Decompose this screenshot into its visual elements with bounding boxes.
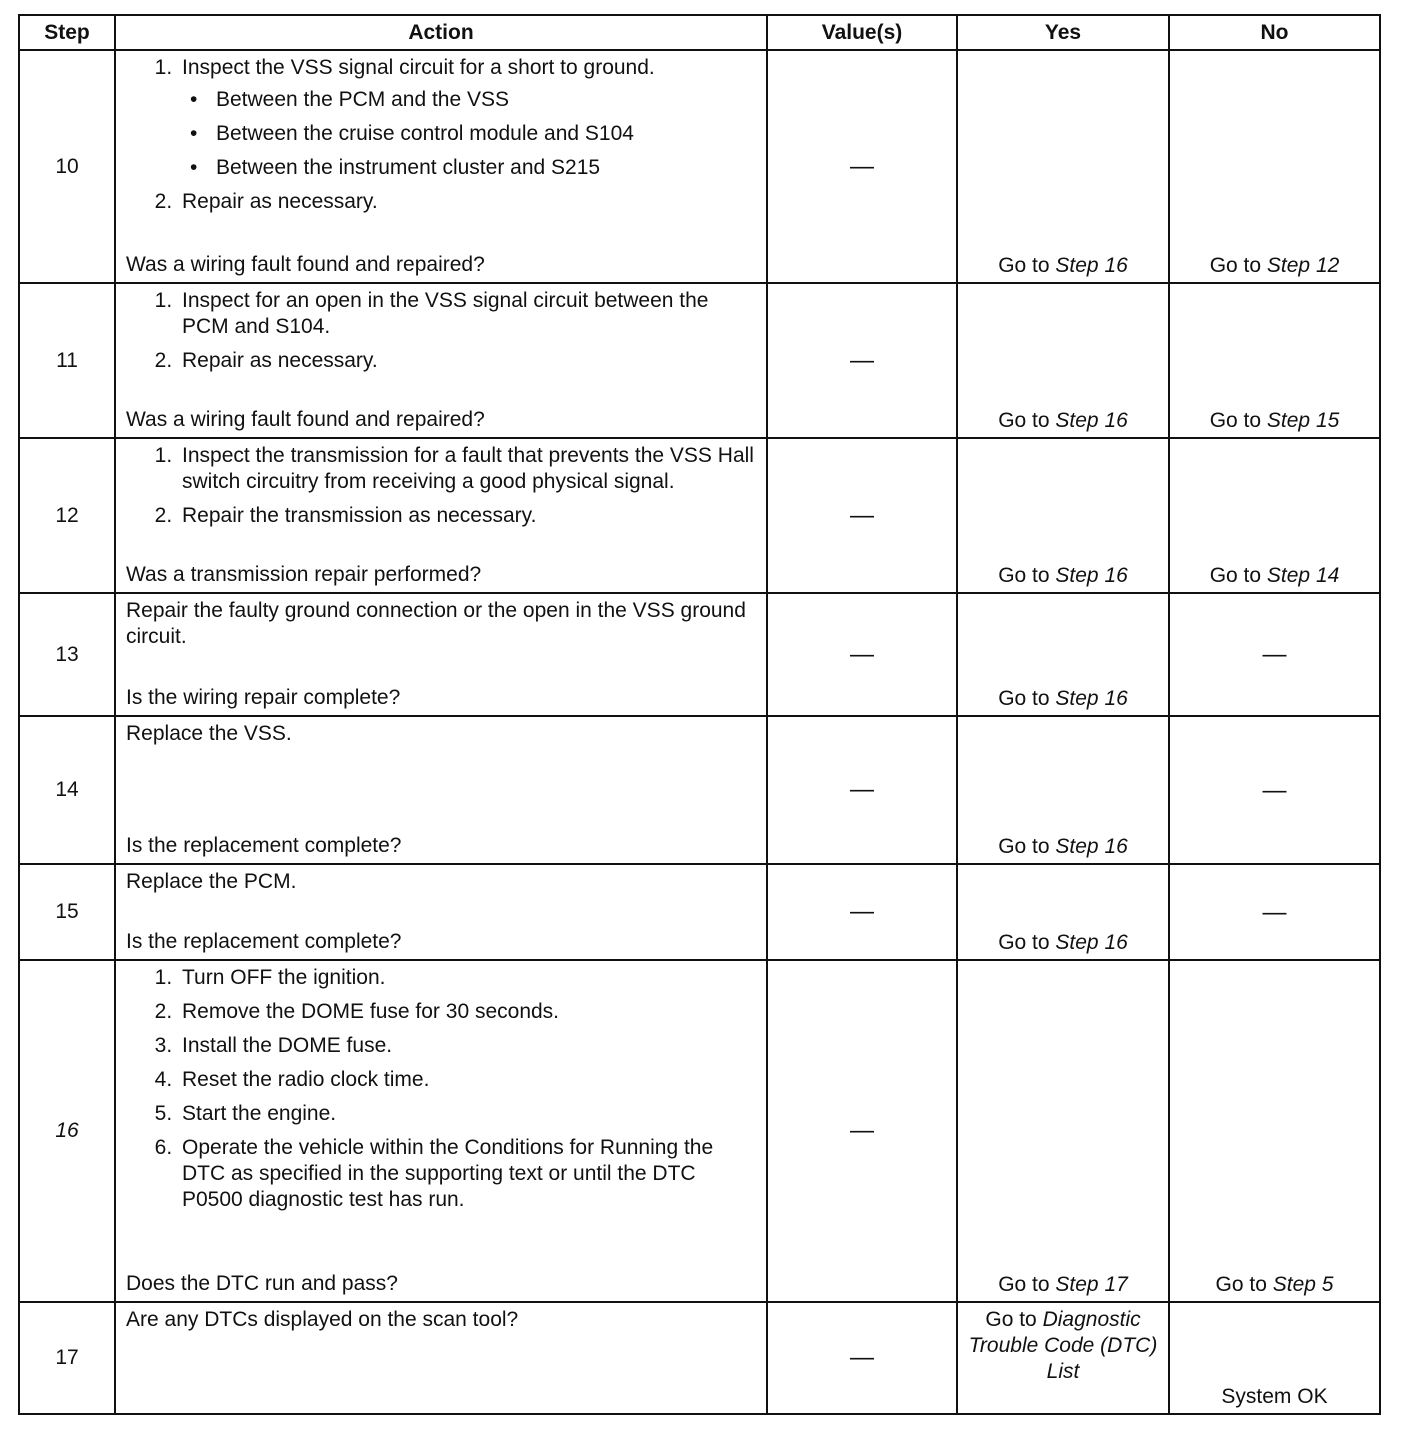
step-link[interactable]: Step 16	[1055, 254, 1128, 277]
value-cell: —	[767, 50, 957, 283]
list-item: 1. Inspect the VSS signal circuit for a short to ground. • Between the PCM and the VSS • Between the cruise control module and S104 • Between the instrument cluster and S215	[178, 55, 756, 181]
list-item: 2. Remove the DOME fuse for 30 seconds.	[178, 999, 756, 1025]
list-item: 2. Repair the transmission as necessary.	[178, 503, 756, 529]
action-cell	[115, 593, 767, 716]
step-link[interactable]: Step 16	[1055, 835, 1128, 858]
yes-cell: Go to Step 17	[957, 960, 1169, 1302]
action-list	[126, 443, 756, 529]
table-row	[19, 1302, 1380, 1414]
header-no: No	[1169, 15, 1380, 50]
step-link[interactable]: Step 16	[1055, 564, 1128, 587]
no-cell: Go to Step 12	[1169, 50, 1380, 283]
table-row	[19, 50, 1380, 283]
action-cell	[115, 716, 767, 864]
yes-cell: Go to Step 16	[957, 864, 1169, 960]
list-item: 2. Repair as necessary.	[178, 189, 756, 215]
question: Was a wiring fault found and repaired?	[126, 408, 485, 431]
header-step: Step	[19, 15, 115, 50]
table-row	[19, 716, 1380, 864]
yes-cell: Go to Step 16	[957, 50, 1169, 283]
list-item: 4. Reset the radio clock time.	[178, 1067, 756, 1093]
table-row	[19, 593, 1380, 716]
step-link[interactable]: Step 17	[1055, 1273, 1128, 1296]
step-number: 17	[19, 1302, 115, 1414]
sub-list	[182, 87, 756, 181]
no-cell: Go to Step 15	[1169, 283, 1380, 438]
step-link[interactable]: Step 16	[1055, 931, 1128, 954]
step-link[interactable]: Step 12	[1266, 254, 1340, 277]
value-cell: —	[767, 438, 957, 593]
step-link[interactable]: Step 14	[1266, 564, 1340, 587]
header-row	[19, 15, 1380, 50]
action-text: Repair the faulty ground connection or the open in the VSS ground circuit.	[126, 599, 746, 648]
question: Does the DTC run and pass?	[126, 1272, 398, 1295]
step-link[interactable]: Step 16	[1055, 409, 1128, 432]
list-item: • Between the PCM and the VSS	[212, 87, 756, 113]
dtc-list-link[interactable]: Diagnostic Trouble Code (DTC) List	[968, 1308, 1158, 1383]
no-cell: —	[1169, 716, 1380, 864]
action-cell	[115, 1302, 767, 1414]
step-link[interactable]: Step 5	[1272, 1273, 1334, 1296]
table-row	[19, 960, 1380, 1302]
action-list	[126, 55, 756, 215]
step-number: 15	[19, 864, 115, 960]
yes-cell: Go to Step 16	[957, 593, 1169, 716]
step-number: 14	[19, 716, 115, 864]
question: Is the wiring repair complete?	[126, 686, 401, 709]
action-text: Replace the PCM.	[126, 870, 297, 893]
header-yes: Yes	[957, 15, 1169, 50]
value-cell: —	[767, 864, 957, 960]
step-number: 13	[19, 593, 115, 716]
table-row	[19, 438, 1380, 593]
question: Was a transmission repair performed?	[126, 563, 482, 586]
list-item: 1. Turn OFF the ignition.	[178, 965, 756, 991]
action-list	[126, 288, 756, 374]
list-item: 5. Start the engine.	[178, 1101, 756, 1127]
step-number: 11	[19, 283, 115, 438]
yes-cell: Go to Step 16	[957, 716, 1169, 864]
value-cell: —	[767, 593, 957, 716]
action-cell	[115, 283, 767, 438]
header-action: Action	[115, 15, 767, 50]
value-cell: —	[767, 283, 957, 438]
step-number: 10	[19, 50, 115, 283]
no-cell: System OK	[1169, 1302, 1380, 1414]
step-number: 12	[19, 438, 115, 593]
question: Was a wiring fault found and repaired?	[126, 253, 485, 276]
action-cell	[115, 438, 767, 593]
question: Is the replacement complete?	[126, 930, 402, 953]
list-item: 1. Inspect the transmission for a fault that prevents the VSS Hall switch circuitry from receiving a good physical signal.	[178, 443, 756, 495]
no-cell: Go to Step 14	[1169, 438, 1380, 593]
action-text: Replace the VSS.	[126, 722, 292, 745]
header-values: Value(s)	[767, 15, 957, 50]
yes-cell: Go to Step 16	[957, 283, 1169, 438]
step-number: 16	[19, 960, 115, 1302]
table-row	[19, 283, 1380, 438]
no-cell: Go to Step 5	[1169, 960, 1380, 1302]
question: Is the replacement complete?	[126, 834, 402, 857]
yes-cell: Go to Diagnostic Trouble Code (DTC) List	[957, 1302, 1169, 1414]
no-cell: —	[1169, 864, 1380, 960]
action-cell	[115, 864, 767, 960]
action-cell	[115, 960, 767, 1302]
no-cell: —	[1169, 593, 1380, 716]
list-item: • Between the instrument cluster and S215	[212, 155, 756, 181]
step-link[interactable]: Step 15	[1266, 409, 1340, 432]
list-item: 6. Operate the vehicle within the Conditions for Running the DTC as specified in the supporting text or until the DTC P0500 diagnostic test has run.	[178, 1135, 756, 1213]
value-cell: —	[767, 1302, 957, 1414]
step-link[interactable]: Step 16	[1055, 687, 1128, 710]
action-list	[126, 965, 756, 1213]
value-cell: —	[767, 716, 957, 864]
list-item: • Between the cruise control module and S104	[212, 121, 756, 147]
action-cell	[115, 50, 767, 283]
list-item: 1. Inspect for an open in the VSS signal circuit between the PCM and S104.	[178, 288, 756, 340]
list-item: 3. Install the DOME fuse.	[178, 1033, 756, 1059]
value-cell: —	[767, 960, 957, 1302]
table-row	[19, 864, 1380, 960]
diagnostic-table	[18, 14, 1381, 1415]
yes-cell: Go to Step 16	[957, 438, 1169, 593]
question: Are any DTCs displayed on the scan tool?	[126, 1308, 519, 1331]
list-item: 2. Repair as necessary.	[178, 348, 756, 374]
